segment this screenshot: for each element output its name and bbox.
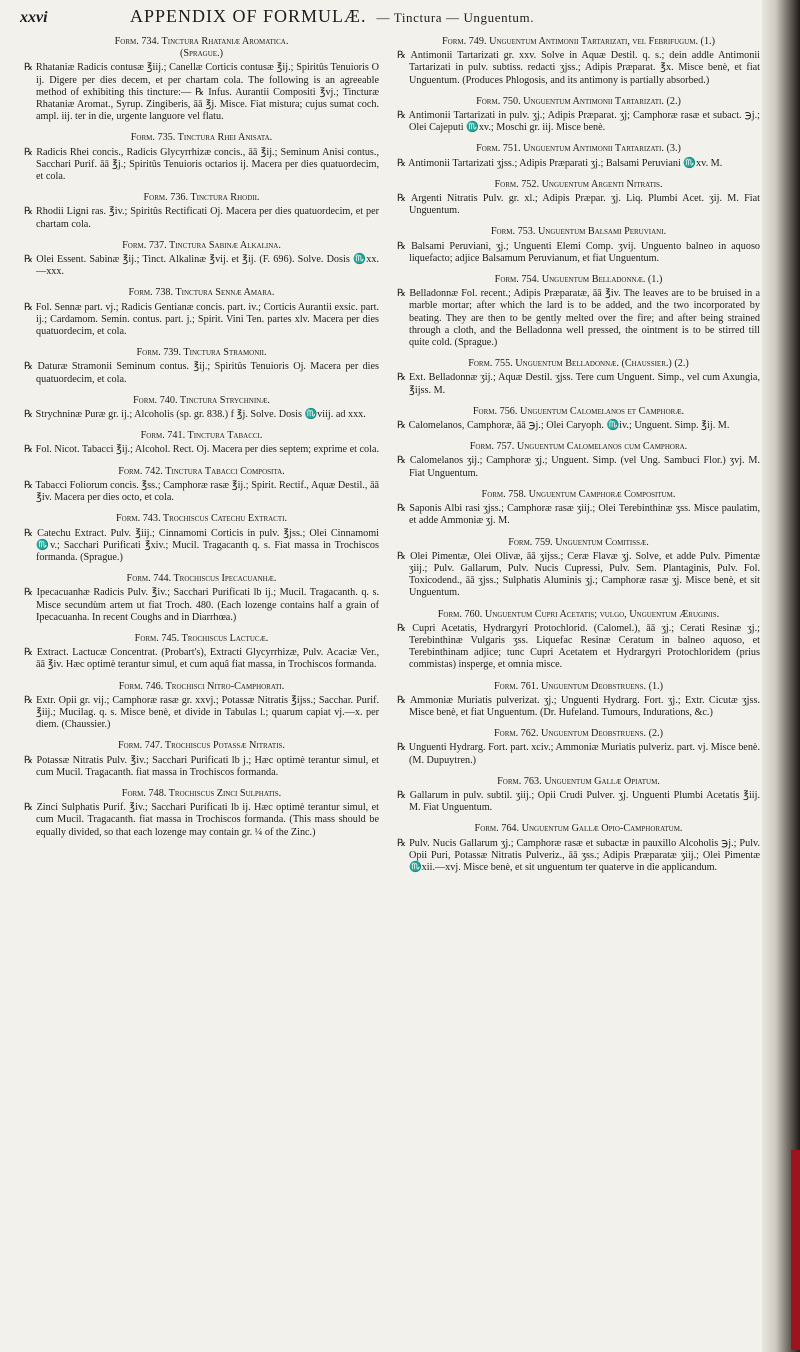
formula-title: Form. 734. Tinctura Rhataniæ Aromatica.: [114, 36, 289, 47]
formula-text: ℞ Daturæ Stramonii Seminum contus. ℥ij.; Spiritûs Tenuioris Oj. Macera per dies quatuordecim, et cola.: [24, 361, 379, 385]
formula-title: Form. 740. Tinctura Strychninæ.: [133, 394, 270, 406]
formula-text: ℞ Ipecacuanhæ Radicis Pulv. ℥iv.; Sacchari Purificati lb ij.; Mucil. Tragacanth. q. s. Misce secundùm artem ut fiat Troch. 480. (Each lozenge contains half a grain of Ipecacuanha. In recent Coughs and in Diarrhœa.): [24, 587, 379, 623]
formula-text: ℞ Antimonii Tartarizati ʒjss.; Adipis Præparati ʒj.; Balsami Peruviani ♏xv. M.: [397, 157, 723, 169]
formula-title: Form. 751. Unguentum Antimonii Tartarizati. (3.): [476, 143, 681, 155]
formula-entry: [24, 395, 379, 421]
formula-text: ℞ Balsami Peruviani, ʒj.; Unguenti Elemi Comp. ʒvij. Unguento balneo in aquoso liquefacto; adjice Balsamum Peruvianum, et fiat Unguentum.: [397, 240, 760, 264]
formula-title: Form. 754. Unguentum Belladonnæ. (1.): [494, 274, 663, 286]
formula-entry: [397, 143, 760, 169]
formula-text: ℞ Olei Essent. Sabinæ ℥ij.; Tinct. Alkalinæ ℥vij. et ℥ij. (F. 696). Solve. Dosis ♏xx.—xxx.: [24, 254, 379, 278]
formula-entry: [24, 788, 379, 839]
formula-text: ℞ Extract. Lactucæ Concentrat. (Probart's), Extracti Glycyrrhizæ, Pulv. Acaciæ Ver., āā ℥iv. Hæc optimè terantur simul, et cum aquâ fiat massa, in Trochiscos formanda.: [24, 647, 379, 671]
formula-text: ℞ Saponis Albi rasi ʒjss.; Camphoræ rasæ ʒiij.; Olei Terebinthinæ ʒss. Misce paulatim, et adde Ammoniæ ʒj. M.: [397, 503, 760, 527]
formula-text: ℞ Cupri Acetatis, Hydrargyri Protochlorid. (Calomel.), āā ʒj.; Cerati Resinæ ʒj.; Terebinthinæ Vulgaris ʒss. Liquefac Resinæ Ceratum in balneo aquoso, et Terebinthinam adjice; tunc Cupri Acetatem et Hydrargyri Protochloridem (prius commistas) insperge, et omnia misce.: [397, 622, 760, 671]
formula-text: ℞ Pulv. Nucis Gallarum ʒj.; Camphoræ rasæ et subactæ in pauxillo Alcoholis ℈j.; Pulv. Opii Puri, Potassæ Nitratis Pulveriz., āā ʒss.; Adipis Præparatæ ʒiij.; Olei Pimentæ ♏xii.—xvj. Misce benè, et sit unguentum ter quaterve in die applicandum.: [397, 837, 760, 873]
formula-text: ℞ Calomelanos, Camphoræ, āā ℈j.; Olei Caryoph. ♏iv.; Unguent. Simp. ℥ij. M.: [397, 420, 730, 432]
formula-source: (Sprague.): [179, 48, 223, 60]
formula-entry: [24, 192, 379, 231]
formula-entry: [24, 740, 379, 779]
formula-entry: [24, 573, 379, 624]
formula-entry: [397, 537, 760, 600]
formula-title: Form. 745. Trochiscus Lactucæ.: [134, 632, 269, 644]
formula-entry: [24, 681, 379, 732]
formula-entry: [397, 36, 760, 87]
formula-title: Form. 758. Unguentum Camphoræ Compositum.: [481, 488, 676, 500]
formula-text: ℞ Argenti Nitratis Pulv. gr. xl.; Adipis Præpar. ʒj. Liq. Plumbi Acet. ʒij. M. Fiat Unguentum.: [397, 193, 760, 217]
formula-title: Form. 744. Trochiscus Ipecacuanhæ.: [126, 573, 277, 585]
formula-text: ℞ Radicis Rhei concis., Radicis Glycyrrhizæ concis., āā ℥ij.; Seminum Anisi contus., Sacchari Purif. āā ℥j.; Spiritûs Tenuioris octarios ij. Macera per dies quatuordecim, et cola.: [24, 146, 379, 183]
formula-entry: [397, 274, 760, 349]
formula-text: ℞ Rhodii Ligni ras. ℥iv.; Spiritûs Rectificati Oj. Macera per dies quatuordecim, et per chartam cola.: [24, 206, 379, 230]
page-number: xxvi: [20, 9, 48, 26]
formula-title: Form. 748. Trochiscus Zinci Sulphatis.: [121, 787, 282, 799]
formula-title: Form. 742. Tinctura Tabacci Composita.: [118, 465, 285, 477]
right-column: [397, 36, 760, 883]
formula-entry: [397, 358, 760, 397]
formula-text: ℞ Zinci Sulphatis Purif. ℥iv.; Sacchari Purificati lb ij. Hæc optimè terantur simul, et cum Mucil. Tragacanth. fiat massa in Trochiscos formanda. (This mass should be equally divided, so that each lozenge may contain gr. ¼ of the Zinc.): [24, 802, 379, 838]
left-column: [24, 36, 379, 848]
formula-title: Form. 757. Unguentum Calomelanos cum Camphora.: [469, 441, 688, 453]
red-tab: [791, 1150, 800, 1350]
formula-title: Form. 756. Unguentum Calomelanos et Camphoræ.: [472, 405, 685, 417]
formula-text: ℞ Olei Pimentæ, Olei Olivæ, āā ʒijss.; Ceræ Flavæ ʒj. Solve, et adde Pulv. Pimentæ ʒiij.; Pulv. Gallarum, Pulv. Nucis Cupressi, Pulv. Sem. Plantaginis, Pulv. Fol. Toxicodend., āā ʒjss.; Sulphatis Aluminis ʒj.; Camphoræ rasæ ʒj. Misce benè, et sit Unguentum.: [397, 550, 760, 599]
formula-entry: [24, 430, 379, 456]
formula-entry: [397, 489, 760, 528]
formula-entry: [24, 36, 379, 123]
formula-entry: [24, 132, 379, 183]
formula-entry: [397, 776, 760, 815]
formula-entry: [397, 406, 760, 432]
formula-title: Form. 764. Unguentum Gallæ Opio-Camphoratum.: [474, 823, 683, 835]
formula-text: ℞ Rhataniæ Radicis contusæ ℥iij.; Canellæ Corticis contusæ ℥ij.; Spiritûs Tenuioris O ij. Digere per dies decem, et per chartam cola. The following is an agreeable method of exhibiting this tincture:— ℞ Infus. Aurantii Compositi ℥vj.; Tincturæ Rhataniæ Aromat., Syrup. Zingiberis, āā ℥j. Misce. Fiat mistura; cujus sumat coch. ampl. iij. ter in die, urgente languore vel flatu.: [24, 62, 379, 123]
formula-title: Form. 741. Tinctura Tabacci.: [140, 430, 263, 442]
formula-title: Form. 735. Tinctura Rhei Anisata.: [130, 132, 273, 144]
formula-text: ℞ Tabacci Foliorum concis. ℥ss.; Camphoræ rasæ ℥ij.; Spirit. Rectif., Aquæ Destil., āā ℥iv. Macera per dies octo, et cola.: [24, 479, 379, 504]
formula-text: ℞ Belladonnæ Fol. recent.; Adipis Præparatæ, āā ℥iv. The leaves are to be bruised in a marble mortar; after which the lard is to be added, and the two incorporated by beating. They are then to be gently melted over the fire; and after being strained through a cloth, and the Belladonna well pressed, the ointment is to be stirred till quite cold. (Sprague.): [397, 288, 760, 349]
formula-title: Form. 753. Unguentum Balsami Peruviani.: [490, 226, 667, 238]
formula-text: ℞ Extr. Opii gr. vij.; Camphoræ rasæ gr. xxvj.; Potassæ Nitratis ℥ijss.; Sacchar. Purif. ℥iij.; Mucilag. q. s. Misce benè, et divide in Tabulas l.; quarum capiat vj.—x. per diem. (Chaussier.): [24, 694, 379, 731]
formula-title: Form. 752. Unguentum Argenti Nitratis.: [494, 178, 663, 190]
formula-title: Form. 760. Unguentum Cupri Acetatis; vulgo, Unguentum Æruginis.: [437, 608, 720, 620]
formula-text: ℞ Calomelanos ʒij.; Camphoræ ʒj.; Unguent. Simp. (vel Ung. Sambuci Flor.) ʒvj. M. Fiat Unguentum.: [397, 455, 760, 479]
formula-title: Form. 747. Trochiscus Potassæ Nitratis.: [118, 740, 285, 752]
formula-entry: [24, 633, 379, 672]
formula-title: Form. 763. Unguentum Gallæ Opiatum.: [497, 775, 660, 787]
formula-text: ℞ Strychninæ Puræ gr. ij.; Alcoholis (sp. gr. 838.) f ℥j. Solve. Dosis ♏viij. ad xxx.: [24, 409, 366, 421]
formula-text: ℞ Potassæ Nitratis Pulv. ℥iv.; Sacchari Purificati lb j.; Hæc optimè terantur simul, et cum Mucil. Tragacanth. fiat massa in Trochiscos formanda.: [24, 754, 379, 778]
formula-entry: [397, 681, 760, 720]
formula-text: ℞ Antimonii Tartarizati gr. xxv. Solve in Aquæ Destil. q. s.; dein addle Antimonii Tartarizati in pulv. subtiss. redacti ʒjss.; Adipis Præparat. ℥x. Misce benè, et fiat Unguentum. (Produces Phlogosis, and its antimony is partially absorbed.): [397, 50, 760, 86]
formula-entry: [397, 609, 760, 672]
formula-text: ℞ Fol. Sennæ part. vj.; Radicis Gentianæ concis. part. iv.; Corticis Aurantii exsic. part. ij.; Cardamom. Semin. contus. part. j.; Spirit. Vini Ten. partes xlv. Macera per dies quatuordecim, et cola.: [24, 301, 379, 338]
formula-text: ℞ Fol. Nicot. Tabacci ℥ij.; Alcohol. Rect. Oj. Macera per dies septem; exprime et cola.: [24, 444, 380, 456]
formula-title: Form. 738. Tinctura Sennæ Amara.: [128, 287, 275, 299]
formula-title: Form. 749. Unguentum Antimonii Tartarizati, vel Febrifugum. (1.): [442, 36, 715, 47]
formula-title: Form. 746. Trochisci Nitro-Camphorati.: [118, 680, 285, 692]
formula-text: ℞ Catechu Extract. Pulv. ℥iij.; Cinnamomi Corticis in pulv. ℥jss.; Olei Cinnamomi ♏v.; Sacchari Purificati ℥xiv.; Mucil. Tragacanth q. s. Fiat massa in Trochiscos formanda. (Sprague.): [24, 527, 379, 563]
formula-entry: [397, 728, 760, 767]
formula-text: ℞ Unguenti Hydrarg. Fort. part. xciv.; Ammoniæ Muriatis pulveriz. part. vj. Misce benè. (M. Dupuytren.): [397, 742, 760, 766]
formula-entry: [24, 513, 379, 564]
formula-entry: [397, 226, 760, 265]
formula-title: Form. 761. Unguentum Deobstruens. (1.): [493, 680, 664, 692]
formula-title: Form. 762. Unguentum Deobstruens. (2.): [493, 728, 664, 740]
formula-entry: [24, 240, 379, 279]
formula-title: Form. 755. Unguentum Belladonnæ. (Chaussier.) (2.): [468, 358, 689, 370]
formula-text: ℞ Antimonii Tartarizati in pulv. ʒj.; Adipis Præparat. ʒj; Camphoræ rasæ et subact. ℈j.; Olei Cajeputi ♏xv.; Moschi gr. iij. Misce benè.: [397, 110, 760, 134]
formula-entry: [24, 287, 379, 338]
formula-entry: [397, 823, 760, 874]
running-header: [20, 6, 760, 28]
formula-text: ℞ Gallarum in pulv. subtil. ʒiij.; Opii Crudi Pulver. ʒj. Unguenti Plumbi Acetatis ℥iij. M. Fiat Unguentum.: [397, 789, 760, 814]
formula-title: Form. 759. Unguentum Comitissæ.: [508, 536, 649, 548]
formula-title: Form. 739. Tinctura Stramonii.: [136, 347, 267, 359]
formula-entry: [397, 179, 760, 218]
formula-title: Form. 750. Unguentum Antimonii Tartarizati. (2.): [476, 95, 681, 107]
page-subtitle: — Tinctura — Unguentum.: [376, 10, 535, 25]
formula-entry: [397, 441, 760, 480]
formula-title: Form. 737. Tinctura Sabinæ Alkalina.: [122, 239, 281, 251]
formula-entry: [397, 96, 760, 135]
formula-title: Form. 736. Tinctura Rhodii.: [143, 192, 260, 204]
formula-entry: [24, 466, 379, 505]
formula-entry: [24, 347, 379, 386]
formula-title: Form. 743. Trochiscus Catechu Extracti.: [115, 513, 287, 525]
page-title: APPENDIX OF FORMULÆ.: [130, 6, 367, 26]
formula-text: ℞ Ext. Belladonnæ ʒij.; Aquæ Destil. ʒjss. Tere cum Unguent. Simp., vel cum Axungia, ℥ijss. M.: [397, 372, 760, 396]
formula-text: ℞ Ammoniæ Muriatis pulverizat. ʒj.; Unguenti Hydrarg. Fort. ʒj.; Extr. Cicutæ ʒjss. Misce benè, et fiat Unguentum. (Dr. Hufeland. Tumours, Indurations, &c.): [397, 694, 760, 718]
